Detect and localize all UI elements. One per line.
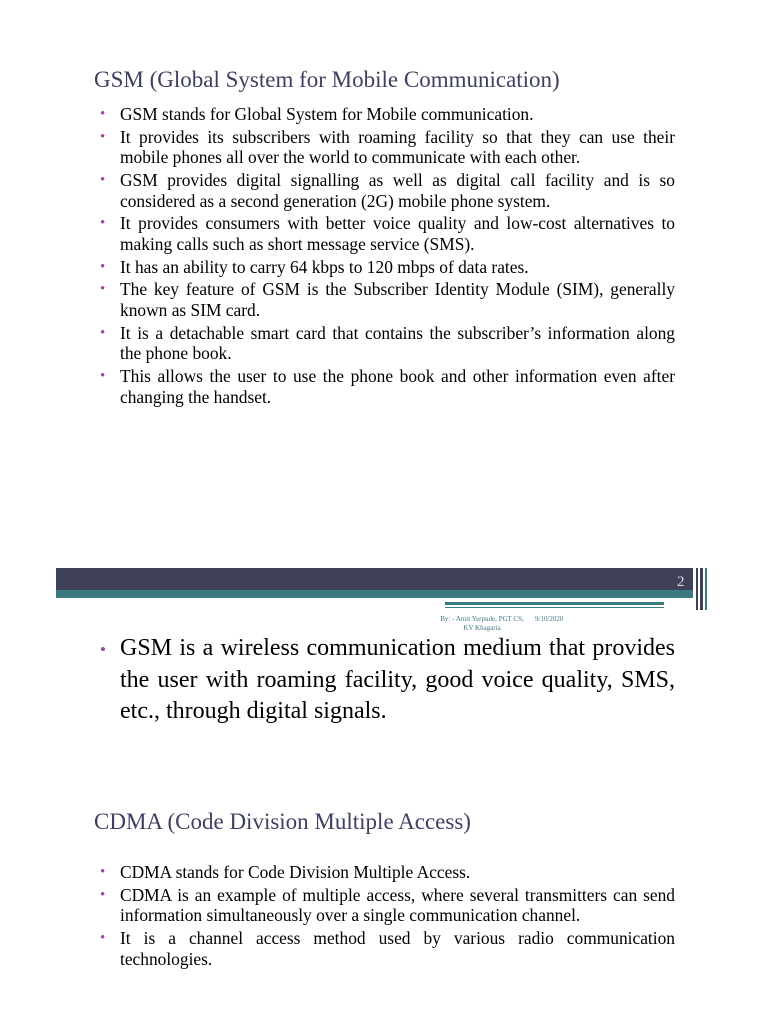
footer-vertical-bar xyxy=(696,568,698,610)
list-item: • It provides consumers with better voice quality and low-cost alternatives to making calls such as short message service (SMS). xyxy=(98,213,675,254)
list-item: • It provides its subscribers with roaming facility so that they can use their mobile phones all over the world to communicate with each other. xyxy=(98,127,675,168)
footer-rule xyxy=(445,602,664,605)
list-item: • CDMA stands for Code Division Multiple Access. xyxy=(98,862,675,883)
gsm-summary-list xyxy=(98,633,675,728)
footer-date: 9/10/2020 xyxy=(535,615,564,623)
list-item: • It is a detachable smart card that contains the subscriber’s information along the phone book. xyxy=(98,323,675,364)
cdma-bullet-list xyxy=(98,862,675,971)
list-item: • CDMA is an example of multiple access, where several transmitters can send information simultaneously over a single communication channel. xyxy=(98,885,675,926)
list-item: • This allows the user to use the phone book and other information even after changing the handset. xyxy=(98,366,675,407)
footer-vertical-bar xyxy=(705,568,707,610)
gsm-section-title: GSM (Global System for Mobile Communication) xyxy=(94,67,560,92)
footer-vertical-bar xyxy=(700,568,703,610)
list-item: • The key feature of GSM is the Subscriber Identity Module (SIM), generally known as SIM card. xyxy=(98,279,675,320)
footer-author: By: - Amit Yerpude, PGT CS, KV Khagaria xyxy=(440,615,524,632)
cdma-section-title: CDMA (Code Division Multiple Access) xyxy=(94,809,471,834)
list-item: • GSM is a wireless communication medium that provides the user with roaming facility, good voice quality, SMS, etc., through digital signals. xyxy=(98,633,675,728)
slide-number: 2 xyxy=(677,574,685,590)
list-item: • It has an ability to carry 64 kbps to 120 mbps of data rates. xyxy=(98,257,675,278)
footer-band-teal xyxy=(56,590,693,598)
footer-rule-thin xyxy=(445,607,664,608)
list-item: • GSM stands for Global System for Mobile communication. xyxy=(98,104,675,125)
list-item: • It is a channel access method used by various radio communication technologies. xyxy=(98,928,675,969)
list-item: • GSM provides digital signalling as well as digital call facility and is so considered as a second generation (2G) mobile phone system. xyxy=(98,170,675,211)
footer-band-dark xyxy=(56,568,693,590)
gsm-bullet-list xyxy=(98,104,675,409)
